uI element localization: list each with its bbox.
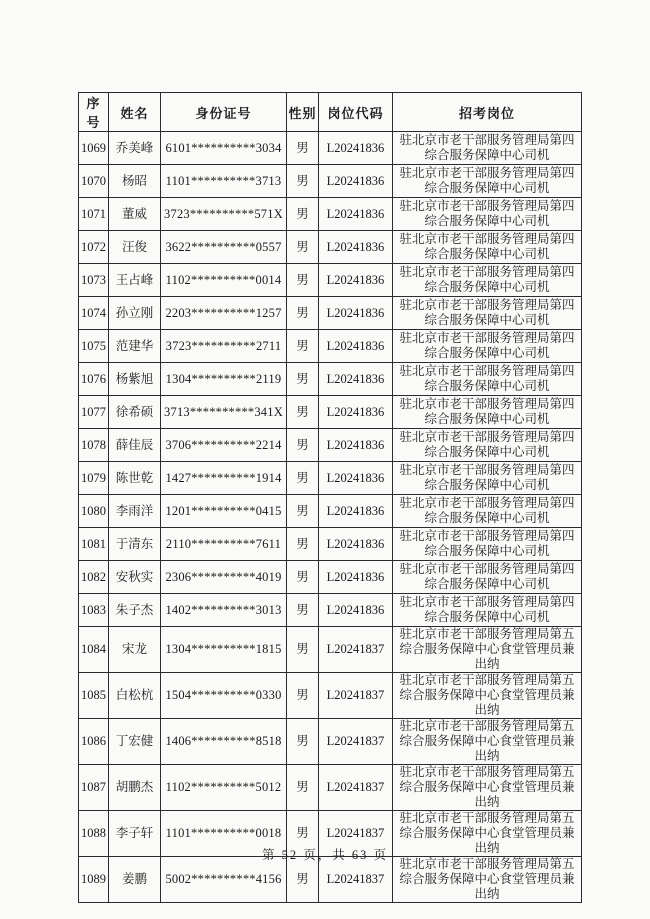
cell-position-code: L20241836 xyxy=(319,528,393,561)
cell-id-number: 1102**********0014 xyxy=(161,264,287,297)
cell-position-code: L20241836 xyxy=(319,198,393,231)
cell-serial-number: 1089 xyxy=(79,857,109,903)
cell-id-number: 2110**********7611 xyxy=(161,528,287,561)
cell-gender: 男 xyxy=(287,627,319,673)
cell-position: 驻北京市老干部服务管理局第四综合服务保障中心司机 xyxy=(393,330,582,363)
cell-position: 驻北京市老干部服务管理局第五综合服务保障中心食堂管理员兼出纳 xyxy=(393,719,582,765)
cell-gender: 男 xyxy=(287,528,319,561)
table-row xyxy=(79,462,582,495)
cell-name: 杨紫旭 xyxy=(109,363,161,396)
cell-position-code: L20241836 xyxy=(319,462,393,495)
cell-position: 驻北京市老干部服务管理局第四综合服务保障中心司机 xyxy=(393,363,582,396)
cell-gender: 男 xyxy=(287,673,319,719)
cell-serial-number: 1069 xyxy=(79,132,109,165)
cell-serial-number: 1075 xyxy=(79,330,109,363)
cell-id-number: 1201**********0415 xyxy=(161,495,287,528)
table-row xyxy=(79,396,582,429)
cell-name: 李雨洋 xyxy=(109,495,161,528)
cell-id-number: 3622**********0557 xyxy=(161,231,287,264)
cell-serial-number: 1082 xyxy=(79,561,109,594)
cell-position-code: L20241837 xyxy=(319,627,393,673)
table-header-row xyxy=(79,93,582,132)
cell-position: 驻北京市老干部服务管理局第四综合服务保障中心司机 xyxy=(393,396,582,429)
cell-position-code: L20241837 xyxy=(319,719,393,765)
cell-name: 汪俊 xyxy=(109,231,161,264)
cell-position-code: L20241836 xyxy=(319,363,393,396)
cell-gender: 男 xyxy=(287,462,319,495)
cell-serial-number: 1085 xyxy=(79,673,109,719)
cell-gender: 男 xyxy=(287,719,319,765)
cell-position-code: L20241837 xyxy=(319,673,393,719)
cell-position-code: L20241837 xyxy=(319,857,393,903)
cell-position: 驻北京市老干部服务管理局第四综合服务保障中心司机 xyxy=(393,132,582,165)
table-row xyxy=(79,594,582,627)
cell-position-code: L20241836 xyxy=(319,594,393,627)
cell-position: 驻北京市老干部服务管理局第五综合服务保障中心食堂管理员兼出纳 xyxy=(393,857,582,903)
cell-position: 驻北京市老干部服务管理局第四综合服务保障中心司机 xyxy=(393,231,582,264)
page-number-footer: 第 52 页，共 63 页 xyxy=(261,848,388,862)
cell-name: 乔美峰 xyxy=(109,132,161,165)
cell-serial-number: 1070 xyxy=(79,165,109,198)
cell-position-code: L20241836 xyxy=(319,132,393,165)
cell-serial-number: 1077 xyxy=(79,396,109,429)
table-row xyxy=(79,231,582,264)
cell-gender: 男 xyxy=(287,811,319,857)
table-row xyxy=(79,198,582,231)
table-row xyxy=(79,673,582,719)
cell-name: 朱子杰 xyxy=(109,594,161,627)
cell-position-code: L20241836 xyxy=(319,165,393,198)
cell-id-number: 2203**********1257 xyxy=(161,297,287,330)
cell-id-number: 3713**********341X xyxy=(161,396,287,429)
cell-id-number: 1402**********3013 xyxy=(161,594,287,627)
cell-serial-number: 1080 xyxy=(79,495,109,528)
cell-gender: 男 xyxy=(287,297,319,330)
table-row xyxy=(79,561,582,594)
cell-gender: 男 xyxy=(287,264,319,297)
cell-id-number: 1304**********1815 xyxy=(161,627,287,673)
cell-id-number: 1101**********0018 xyxy=(161,811,287,857)
cell-position-code: L20241836 xyxy=(319,396,393,429)
table-row xyxy=(79,297,582,330)
table-row xyxy=(79,132,582,165)
cell-gender: 男 xyxy=(287,495,319,528)
cell-name: 孙立刚 xyxy=(109,297,161,330)
cell-position: 驻北京市老干部服务管理局第五综合服务保障中心食堂管理员兼出纳 xyxy=(393,673,582,719)
cell-position-code: L20241837 xyxy=(319,765,393,811)
cell-position: 驻北京市老干部服务管理局第四综合服务保障中心司机 xyxy=(393,429,582,462)
table-row xyxy=(79,264,582,297)
table-row xyxy=(79,363,582,396)
cell-name: 宋龙 xyxy=(109,627,161,673)
cell-position: 驻北京市老干部服务管理局第四综合服务保障中心司机 xyxy=(393,462,582,495)
cell-gender: 男 xyxy=(287,363,319,396)
cell-position: 驻北京市老干部服务管理局第四综合服务保障中心司机 xyxy=(393,165,582,198)
cell-position: 驻北京市老干部服务管理局第五综合服务保障中心食堂管理员兼出纳 xyxy=(393,627,582,673)
table-body xyxy=(79,132,582,903)
cell-name: 董威 xyxy=(109,198,161,231)
cell-position: 驻北京市老干部服务管理局第五综合服务保障中心食堂管理员兼出纳 xyxy=(393,811,582,857)
cell-id-number: 1406**********8518 xyxy=(161,719,287,765)
cell-gender: 男 xyxy=(287,765,319,811)
cell-serial-number: 1076 xyxy=(79,363,109,396)
cell-position: 驻北京市老干部服务管理局第四综合服务保障中心司机 xyxy=(393,264,582,297)
table-row xyxy=(79,429,582,462)
cell-gender: 男 xyxy=(287,231,319,264)
cell-id-number: 2306**********4019 xyxy=(161,561,287,594)
cell-gender: 男 xyxy=(287,165,319,198)
cell-position: 驻北京市老干部服务管理局第四综合服务保障中心司机 xyxy=(393,198,582,231)
cell-id-number: 1101**********3713 xyxy=(161,165,287,198)
cell-serial-number: 1081 xyxy=(79,528,109,561)
column-header-position: 招考岗位 xyxy=(393,93,582,132)
cell-serial-number: 1083 xyxy=(79,594,109,627)
cell-position: 驻北京市老干部服务管理局第四综合服务保障中心司机 xyxy=(393,561,582,594)
cell-gender: 男 xyxy=(287,857,319,903)
column-header-gender: 性别 xyxy=(287,93,319,132)
table-row xyxy=(79,330,582,363)
cell-serial-number: 1074 xyxy=(79,297,109,330)
cell-position-code: L20241836 xyxy=(319,330,393,363)
cell-position: 驻北京市老干部服务管理局第四综合服务保障中心司机 xyxy=(393,297,582,330)
cell-serial-number: 1087 xyxy=(79,765,109,811)
cell-name: 陈世乾 xyxy=(109,462,161,495)
cell-name: 胡鹏杰 xyxy=(109,765,161,811)
cell-position-code: L20241836 xyxy=(319,429,393,462)
cell-position: 驻北京市老干部服务管理局第四综合服务保障中心司机 xyxy=(393,528,582,561)
cell-serial-number: 1086 xyxy=(79,719,109,765)
table-row xyxy=(79,719,582,765)
cell-id-number: 3723**********571X xyxy=(161,198,287,231)
cell-name: 于清东 xyxy=(109,528,161,561)
cell-id-number: 6101**********3034 xyxy=(161,132,287,165)
cell-position-code: L20241837 xyxy=(319,811,393,857)
cell-position: 驻北京市老干部服务管理局第四综合服务保障中心司机 xyxy=(393,495,582,528)
cell-position: 驻北京市老干部服务管理局第五综合服务保障中心食堂管理员兼出纳 xyxy=(393,765,582,811)
table-row xyxy=(79,495,582,528)
cell-serial-number: 1073 xyxy=(79,264,109,297)
cell-position-code: L20241836 xyxy=(319,297,393,330)
column-header-code: 岗位代码 xyxy=(319,93,393,132)
cell-position-code: L20241836 xyxy=(319,264,393,297)
cell-serial-number: 1084 xyxy=(79,627,109,673)
column-header-name: 姓名 xyxy=(109,93,161,132)
cell-name: 徐希硕 xyxy=(109,396,161,429)
cell-gender: 男 xyxy=(287,561,319,594)
recruitment-roster-table xyxy=(78,92,582,903)
cell-name: 王占峰 xyxy=(109,264,161,297)
cell-gender: 男 xyxy=(287,429,319,462)
column-header-id: 身份证号 xyxy=(161,93,287,132)
cell-name: 丁宏健 xyxy=(109,719,161,765)
cell-serial-number: 1071 xyxy=(79,198,109,231)
cell-name: 姜鹏 xyxy=(109,857,161,903)
cell-name: 安秋实 xyxy=(109,561,161,594)
cell-name: 薛佳辰 xyxy=(109,429,161,462)
cell-id-number: 1504**********0330 xyxy=(161,673,287,719)
cell-id-number: 5002**********4156 xyxy=(161,857,287,903)
cell-position-code: L20241836 xyxy=(319,561,393,594)
cell-name: 杨昭 xyxy=(109,165,161,198)
table-row xyxy=(79,857,582,903)
cell-serial-number: 1079 xyxy=(79,462,109,495)
cell-id-number: 1427**********1914 xyxy=(161,462,287,495)
cell-name: 李子轩 xyxy=(109,811,161,857)
cell-position-code: L20241836 xyxy=(319,495,393,528)
cell-serial-number: 1088 xyxy=(79,811,109,857)
cell-id-number: 3706**********2214 xyxy=(161,429,287,462)
cell-id-number: 1304**********2119 xyxy=(161,363,287,396)
cell-gender: 男 xyxy=(287,594,319,627)
cell-name: 范建华 xyxy=(109,330,161,363)
table-row xyxy=(79,528,582,561)
cell-position: 驻北京市老干部服务管理局第四综合服务保障中心司机 xyxy=(393,594,582,627)
cell-serial-number: 1078 xyxy=(79,429,109,462)
cell-gender: 男 xyxy=(287,132,319,165)
cell-id-number: 3723**********2711 xyxy=(161,330,287,363)
cell-id-number: 1102**********5012 xyxy=(161,765,287,811)
cell-gender: 男 xyxy=(287,330,319,363)
cell-name: 白松杭 xyxy=(109,673,161,719)
column-header-serial: 序号 xyxy=(79,93,109,132)
table-row xyxy=(79,165,582,198)
cell-position-code: L20241836 xyxy=(319,231,393,264)
table-row xyxy=(79,765,582,811)
cell-gender: 男 xyxy=(287,198,319,231)
cell-serial-number: 1072 xyxy=(79,231,109,264)
table-row xyxy=(79,627,582,673)
cell-gender: 男 xyxy=(287,396,319,429)
